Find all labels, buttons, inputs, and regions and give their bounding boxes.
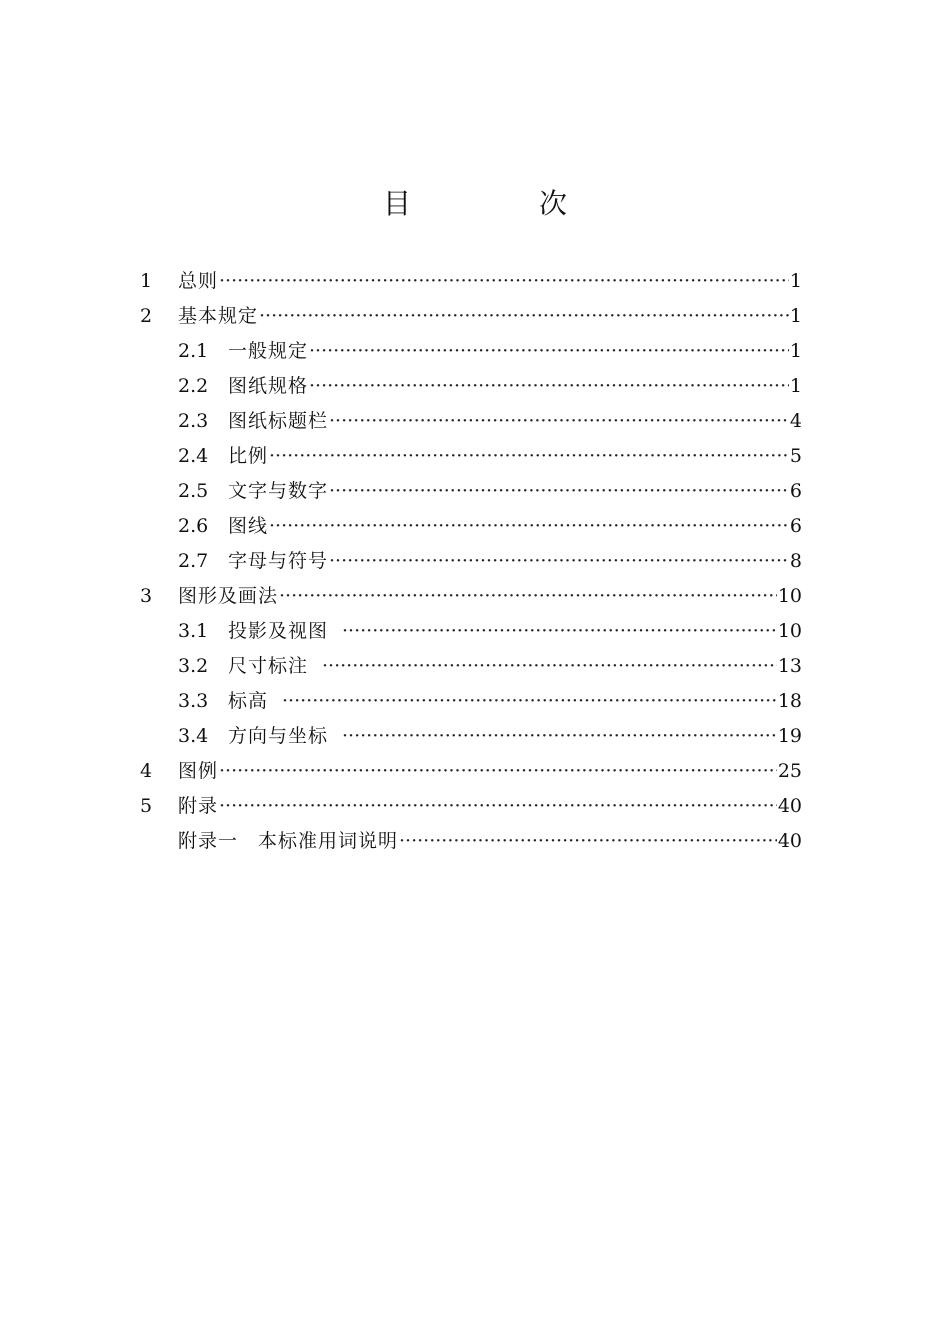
toc-entry-number: 2.7	[178, 549, 209, 572]
toc-entry-label: 尺寸标注	[228, 654, 309, 677]
dot-leader	[342, 619, 777, 643]
toc-entry-number: 2	[140, 304, 153, 327]
toc-entry-label: 方向与坐标	[228, 724, 329, 747]
toc-entry-page: 1	[789, 339, 802, 362]
toc-entry-5[interactable]	[140, 788, 802, 823]
toc-entry-number: 5	[140, 794, 153, 817]
toc-entry-label: 投影及视图	[228, 619, 329, 642]
toc-entry-number: 2.1	[178, 339, 209, 362]
toc-entry-label: 一般规定	[228, 339, 309, 362]
toc-entry-2-2[interactable]	[140, 368, 802, 403]
toc-entry-number: 2.5	[178, 479, 209, 502]
toc-entry-label: 比例	[228, 444, 269, 467]
dot-leader	[329, 549, 789, 573]
toc-entry-3-4[interactable]	[140, 718, 802, 753]
toc-entry-appendix-1[interactable]	[140, 823, 802, 858]
toc-entry-page: 10	[777, 584, 802, 607]
toc-entry-number: 2.3	[178, 409, 209, 432]
toc-entry-number: 3.1	[178, 619, 209, 642]
toc-entry-label: 图线	[228, 514, 269, 537]
toc-entry-page: 25	[777, 759, 802, 782]
toc-entry-3[interactable]	[140, 578, 802, 613]
toc-entry-2-6[interactable]	[140, 508, 802, 543]
dot-leader	[309, 374, 789, 398]
toc-entry-page: 18	[777, 689, 802, 712]
toc-entry-number: 3.4	[178, 724, 209, 747]
toc-entry-label: 总则	[178, 269, 219, 292]
toc-entry-2-7[interactable]	[140, 543, 802, 578]
toc-entry-label: 基本规定	[178, 304, 259, 327]
toc-entry-page: 4	[789, 409, 802, 432]
toc-entry-label: 字母与符号	[228, 549, 329, 572]
toc-entry-2-4[interactable]	[140, 438, 802, 473]
toc-entry-number: 2.6	[178, 514, 209, 537]
toc-entry-label: 文字与数字	[228, 479, 329, 502]
toc-entry-label: 图形及画法	[178, 584, 279, 607]
dot-leader	[309, 339, 789, 363]
toc-entry-page: 13	[777, 654, 802, 677]
dot-leader	[342, 724, 777, 748]
table-of-contents	[140, 263, 802, 858]
toc-entry-page: 1	[789, 269, 802, 292]
toc-entry-number: 2.2	[178, 374, 209, 397]
toc-entry-label: 图纸标题栏	[228, 409, 329, 432]
toc-entry-3-3[interactable]	[140, 683, 802, 718]
toc-entry-page: 1	[789, 374, 802, 397]
dot-leader	[282, 689, 777, 713]
toc-entry-2[interactable]	[140, 298, 802, 333]
toc-entry-number: 3.3	[178, 689, 209, 712]
dot-leader	[269, 514, 789, 538]
toc-entry-2-5[interactable]	[140, 473, 802, 508]
dot-leader	[219, 759, 777, 783]
toc-entry-3-2[interactable]	[140, 648, 802, 683]
toc-entry-3-1[interactable]	[140, 613, 802, 648]
toc-entry-number: 1	[140, 269, 153, 292]
toc-entry-label: 标高	[228, 689, 269, 712]
dot-leader	[269, 444, 789, 468]
toc-title: 目 次	[382, 187, 617, 220]
toc-entry-page: 6	[789, 514, 802, 537]
dot-leader	[322, 654, 777, 678]
dot-leader	[329, 409, 789, 433]
toc-entry-2-3[interactable]	[140, 403, 802, 438]
toc-entry-page: 1	[789, 304, 802, 327]
toc-entry-page: 8	[789, 549, 802, 572]
toc-entry-page: 19	[777, 724, 802, 747]
toc-entry-page: 10	[777, 619, 802, 642]
toc-entry-label: 附录	[178, 794, 219, 817]
dot-leader	[399, 829, 777, 853]
toc-entry-label: 图纸规格	[228, 374, 309, 397]
dot-leader	[259, 304, 789, 328]
toc-entry-2-1[interactable]	[140, 333, 802, 368]
toc-entry-number: 3.2	[178, 654, 209, 677]
dot-leader	[279, 584, 777, 608]
dot-leader	[219, 794, 777, 818]
toc-entry-page: 40	[777, 829, 802, 852]
toc-entry-number: 3	[140, 584, 153, 607]
dot-leader	[219, 269, 789, 293]
toc-entry-page: 40	[777, 794, 802, 817]
toc-entry-number: 4	[140, 759, 153, 782]
toc-entry-4[interactable]	[140, 753, 802, 788]
toc-entry-label: 附录一 本标准用词说明	[178, 829, 399, 852]
toc-entry-label: 图例	[178, 759, 219, 782]
toc-entry-page: 6	[789, 479, 802, 502]
toc-entry-1[interactable]	[140, 263, 802, 298]
toc-entry-number: 2.4	[178, 444, 209, 467]
toc-entry-page: 5	[789, 444, 802, 467]
dot-leader	[329, 479, 789, 503]
